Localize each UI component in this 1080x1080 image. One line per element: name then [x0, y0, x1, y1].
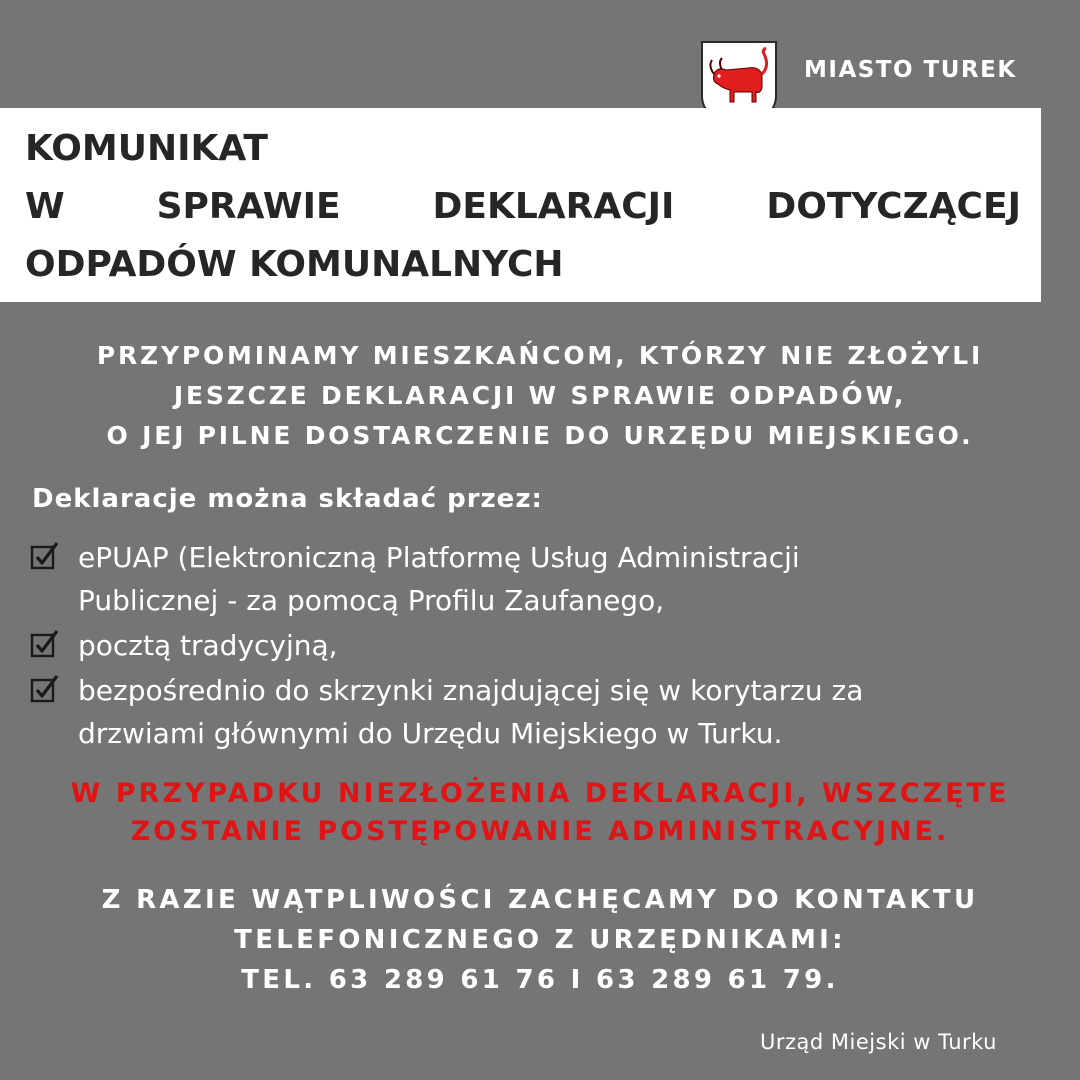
title-line-2	[25, 178, 1021, 236]
title-word: DEKLARACJI	[432, 186, 675, 227]
reminder-line: O JEJ PILNE DOSTARCZENIE DO URZĘDU MIEJSKIEGO.	[106, 421, 974, 450]
title-line-3: ODPADÓW KOMUNALNYCH	[25, 244, 564, 285]
warning-line: W PRZYPADKU NIEZŁOŻENIA DEKLARACJI, WSZCZĘTE	[70, 778, 1010, 809]
title-line-1: KOMUNIKAT	[25, 128, 268, 169]
reminder-text	[10, 336, 1070, 456]
method-line: pocztą tradycyjną,	[78, 629, 338, 662]
contact-phone: TEL. 63 289 61 76 I 63 289 61 79.	[241, 965, 839, 995]
method-text	[78, 536, 800, 622]
method-item-box	[30, 669, 1060, 755]
method-line: bezpośrednio do skrzynki znajdującej się w korytarzu za	[78, 674, 864, 707]
methods-heading: Deklaracje można składać przez:	[32, 484, 543, 514]
title-box	[0, 108, 1041, 302]
method-line: Publicznej - za pomocą Profilu Zaufanego,	[78, 584, 665, 617]
method-item-epuap	[30, 536, 1060, 622]
checkbox-checked-icon	[30, 629, 60, 659]
method-item-post	[30, 624, 1060, 667]
contact-line: TELEFONICZNEGO Z URZĘDNIKAMI:	[234, 925, 846, 955]
footer-signature: Urząd Miejski w Turku	[760, 1030, 997, 1054]
methods-list	[30, 536, 1060, 757]
method-line: ePUAP (Elektroniczną Platformę Usług Administracji	[78, 541, 800, 574]
contact-line: Z RAZIE WĄTPLIWOŚCI ZACHĘCAMY DO KONTAKTU	[101, 885, 979, 915]
reminder-line: PRZYPOMINAMY MIESZKAŃCOM, KTÓRZY NIE ZŁOŻYLI	[96, 341, 984, 370]
title-word: SPRAWIE	[156, 186, 341, 227]
checkbox-checked-icon	[30, 541, 60, 571]
warning-text	[10, 775, 1070, 851]
method-text	[78, 624, 338, 667]
title-word: DOTYCZĄCEJ	[766, 186, 1021, 227]
checkbox-checked-icon	[30, 674, 60, 704]
title-word: W	[25, 186, 65, 227]
warning-line: ZOSTANIE POSTĘPOWANIE ADMINISTRACYJNE.	[130, 816, 950, 847]
method-line: drzwiami głównymi do Urzędu Miejskiego w Turku.	[78, 717, 783, 750]
brand-name: MIASTO TUREK	[804, 57, 1017, 83]
contact-text	[10, 880, 1070, 1000]
method-text	[78, 669, 863, 755]
reminder-line: JESZCZE DEKLARACJI W SPRAWIE ODPADÓW,	[173, 381, 907, 410]
